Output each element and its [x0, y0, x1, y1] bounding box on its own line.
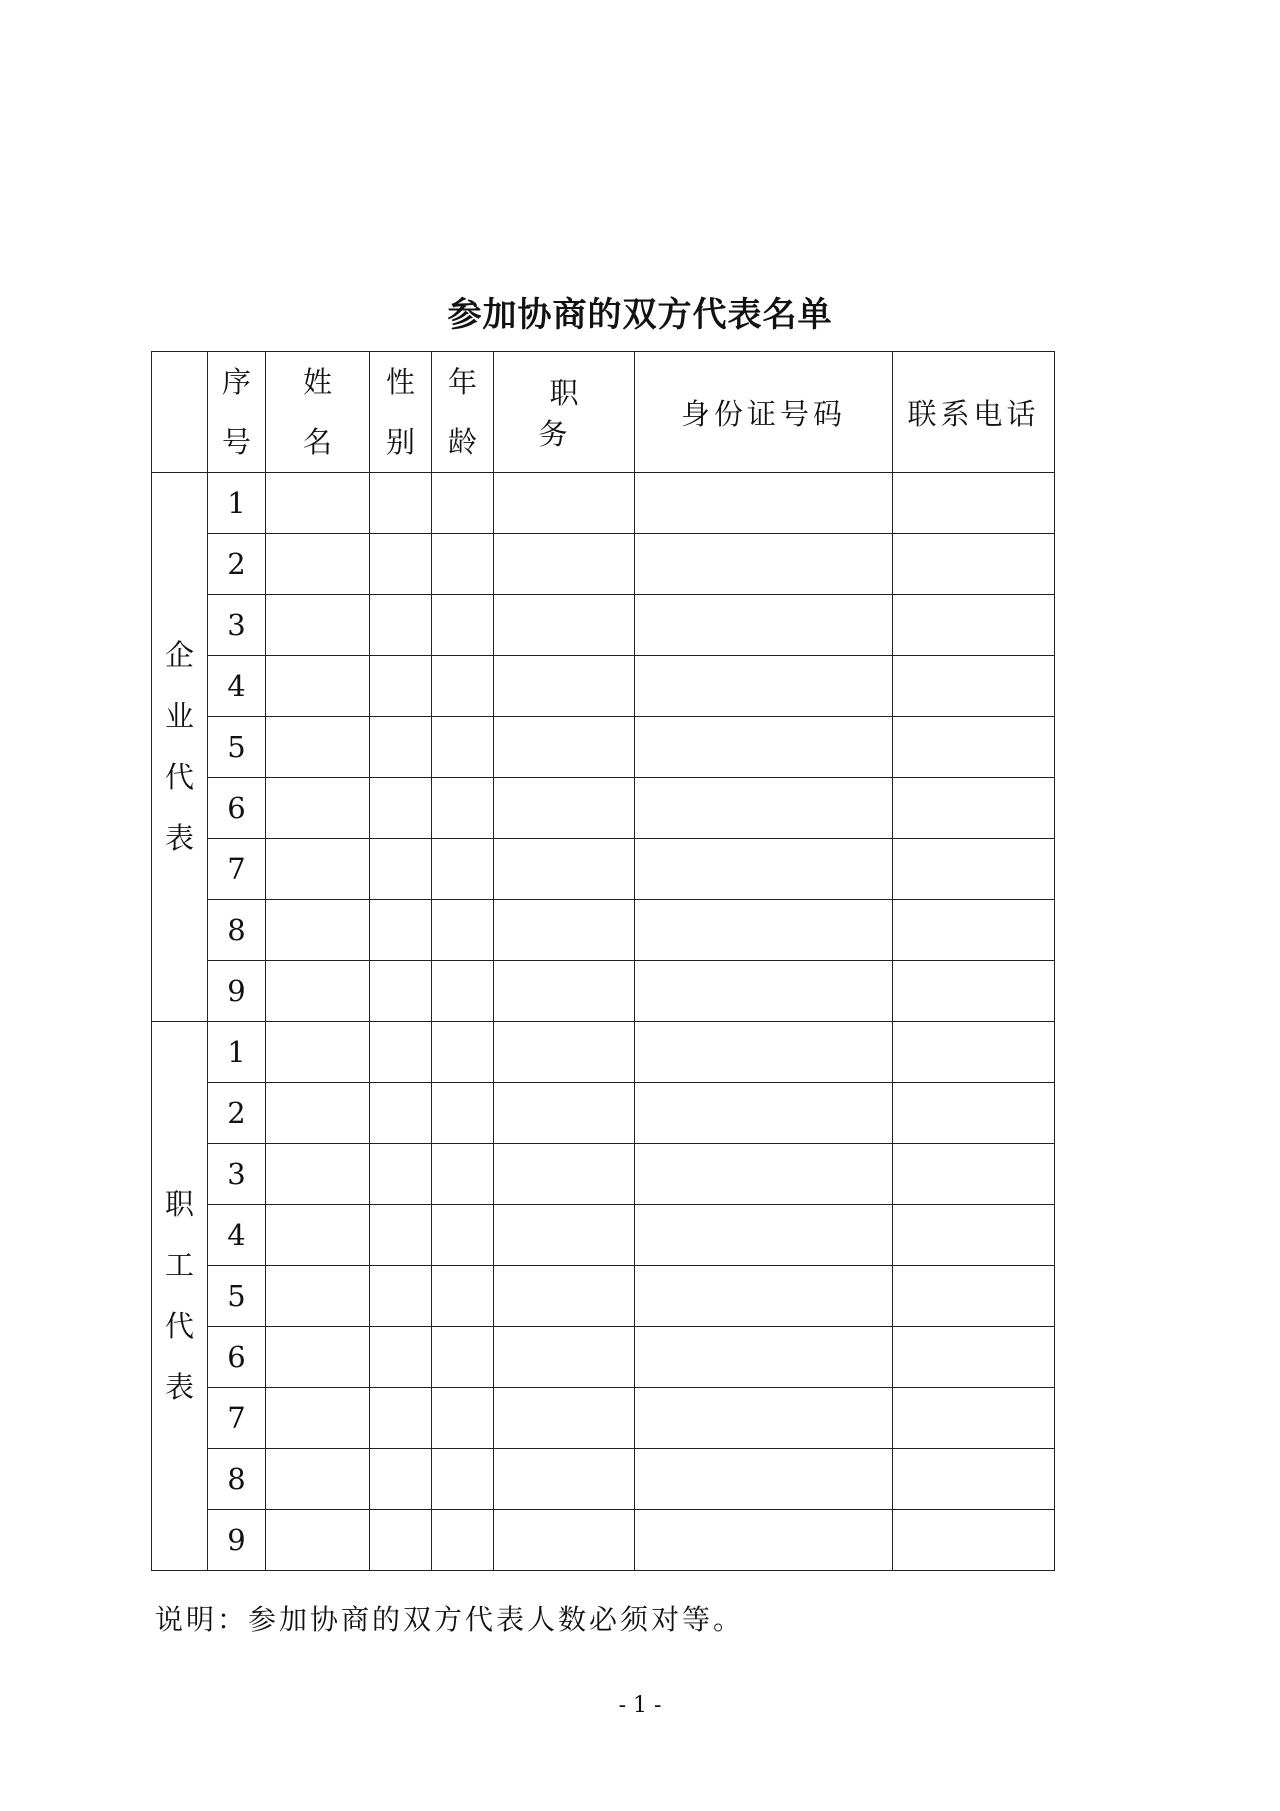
phone-cell[interactable] [893, 1205, 1055, 1266]
gender-cell[interactable] [370, 1266, 432, 1327]
age-cell[interactable] [432, 1266, 494, 1327]
gender-cell[interactable] [370, 1327, 432, 1388]
id-number-cell[interactable] [635, 1388, 893, 1449]
table-row [152, 1144, 1055, 1205]
header-position-cell [494, 352, 652, 473]
id-number-cell[interactable] [635, 1022, 893, 1083]
header-group-cell [152, 352, 208, 473]
seq-cell: 6 [208, 1327, 266, 1388]
seq-cell: 9 [208, 1510, 266, 1571]
gender-cell[interactable] [370, 534, 432, 595]
position-cell[interactable] [494, 1449, 635, 1510]
seq-cell: 8 [208, 900, 266, 961]
name-cell[interactable] [266, 1510, 370, 1571]
id-number-cell[interactable] [635, 900, 893, 961]
position-cell[interactable] [494, 656, 635, 717]
seq-cell: 5 [208, 717, 266, 778]
table-row [152, 717, 1055, 778]
id-number-cell[interactable] [635, 1449, 893, 1510]
name-cell[interactable] [266, 1388, 370, 1449]
seq-cell: 3 [208, 1144, 266, 1205]
id-number-cell[interactable] [635, 961, 893, 1022]
age-cell[interactable] [432, 656, 494, 717]
group-label-enterprise: 企 业 代 表 [164, 638, 194, 855]
gender-cell[interactable] [370, 595, 432, 656]
id-number-cell[interactable] [635, 1144, 893, 1205]
table-row [152, 473, 1055, 534]
table-row [152, 1388, 1055, 1449]
gender-cell[interactable] [370, 839, 432, 900]
name-cell[interactable] [266, 778, 370, 839]
age-cell[interactable] [432, 1083, 494, 1144]
phone-cell[interactable] [893, 1449, 1055, 1510]
header-id-number: 身份证号码 [680, 396, 846, 431]
name-cell[interactable] [266, 1327, 370, 1388]
id-number-cell[interactable] [635, 717, 893, 778]
page-title: 参加协商的双方代表名单 [447, 295, 833, 335]
position-cell[interactable] [494, 1266, 635, 1327]
header-name: 姓 名 [302, 365, 332, 459]
page-number: - 1 - [618, 1693, 662, 1718]
name-cell[interactable] [266, 595, 370, 656]
position-cell[interactable] [494, 1205, 635, 1266]
age-cell[interactable] [432, 473, 494, 534]
header-row [152, 352, 1055, 473]
age-cell[interactable] [432, 595, 494, 656]
name-cell[interactable] [266, 473, 370, 534]
name-cell[interactable] [266, 839, 370, 900]
header-name-cell [266, 352, 370, 473]
id-number-cell[interactable] [635, 595, 893, 656]
phone-cell[interactable] [893, 778, 1055, 839]
phone-cell[interactable] [893, 1510, 1055, 1571]
name-cell[interactable] [266, 1083, 370, 1144]
seq-cell: 1 [208, 473, 266, 534]
age-cell[interactable] [432, 1510, 494, 1571]
header-id-number-cell [635, 352, 893, 473]
position-cell[interactable] [494, 961, 635, 1022]
table-row [152, 778, 1055, 839]
id-number-cell[interactable] [635, 1327, 893, 1388]
position-cell[interactable] [494, 778, 635, 839]
table-row [152, 534, 1055, 595]
id-number-cell[interactable] [635, 839, 893, 900]
header-seq-cell [208, 352, 266, 473]
position-cell[interactable] [494, 473, 635, 534]
position-cell[interactable] [494, 1144, 635, 1205]
id-number-cell[interactable] [635, 656, 893, 717]
age-cell[interactable] [432, 1327, 494, 1388]
age-cell[interactable] [432, 534, 494, 595]
table-row [152, 1266, 1055, 1327]
age-cell[interactable] [432, 900, 494, 961]
header-age: 年 龄 [447, 365, 477, 459]
position-cell[interactable] [494, 1022, 635, 1083]
header-phone: 联系电话 [907, 396, 1040, 431]
group-label-employee: 职 工 代 表 [164, 1187, 194, 1404]
header-phone-cell [893, 352, 1055, 473]
name-cell[interactable] [266, 717, 370, 778]
table-row [152, 1449, 1055, 1510]
name-cell[interactable] [266, 1022, 370, 1083]
name-cell[interactable] [266, 656, 370, 717]
age-cell[interactable] [432, 1022, 494, 1083]
age-cell[interactable] [432, 778, 494, 839]
phone-cell[interactable] [893, 1266, 1055, 1327]
position-cell[interactable] [494, 1388, 635, 1449]
age-cell[interactable] [432, 1205, 494, 1266]
phone-cell[interactable] [893, 1144, 1055, 1205]
age-cell[interactable] [432, 961, 494, 1022]
table-row [152, 656, 1055, 717]
gender-cell[interactable] [370, 473, 432, 534]
phone-cell[interactable] [893, 473, 1055, 534]
position-cell[interactable] [494, 595, 635, 656]
gender-cell[interactable] [370, 1022, 432, 1083]
phone-cell[interactable] [893, 595, 1055, 656]
table-row [152, 961, 1055, 1022]
table-row [152, 1022, 1055, 1083]
name-cell[interactable] [266, 961, 370, 1022]
id-number-cell[interactable] [635, 1510, 893, 1571]
gender-cell[interactable] [370, 1510, 432, 1571]
position-cell[interactable] [494, 839, 635, 900]
seq-cell: 2 [208, 1083, 266, 1144]
phone-cell[interactable] [893, 961, 1055, 1022]
seq-cell: 5 [208, 1266, 266, 1327]
id-number-cell[interactable] [635, 1266, 893, 1327]
header-seq: 序 号 [221, 365, 251, 459]
age-cell[interactable] [432, 839, 494, 900]
group-cell-enterprise [152, 473, 208, 1022]
position-cell[interactable] [494, 1510, 635, 1571]
seq-cell: 7 [208, 1388, 266, 1449]
header-gender: 性 别 [385, 365, 415, 459]
phone-cell[interactable] [893, 717, 1055, 778]
id-number-cell[interactable] [635, 1083, 893, 1144]
gender-cell[interactable] [370, 1388, 432, 1449]
gender-cell[interactable] [370, 961, 432, 1022]
table-row [152, 595, 1055, 656]
seq-cell: 6 [208, 778, 266, 839]
table-body [152, 352, 1055, 1571]
id-number-cell[interactable] [635, 473, 893, 534]
gender-cell[interactable] [370, 1083, 432, 1144]
gender-cell[interactable] [370, 1205, 432, 1266]
header-position: 职 务 [538, 376, 652, 451]
position-cell[interactable] [494, 534, 635, 595]
seq-cell: 3 [208, 595, 266, 656]
name-cell[interactable] [266, 1266, 370, 1327]
age-cell[interactable] [432, 717, 494, 778]
name-cell[interactable] [266, 534, 370, 595]
id-number-cell[interactable] [635, 1205, 893, 1266]
seq-cell: 9 [208, 961, 266, 1022]
phone-cell[interactable] [893, 1083, 1055, 1144]
table-row [152, 1327, 1055, 1388]
age-cell[interactable] [432, 1388, 494, 1449]
seq-cell: 2 [208, 534, 266, 595]
position-cell[interactable] [494, 900, 635, 961]
phone-cell[interactable] [893, 534, 1055, 595]
position-cell[interactable] [494, 717, 635, 778]
seq-cell: 8 [208, 1449, 266, 1510]
representatives-table [151, 351, 1055, 1571]
name-cell[interactable] [266, 1205, 370, 1266]
seq-cell: 7 [208, 839, 266, 900]
position-cell[interactable] [494, 1327, 635, 1388]
gender-cell[interactable] [370, 778, 432, 839]
header-gender-cell [370, 352, 432, 473]
position-cell[interactable] [494, 1083, 635, 1144]
id-number-cell[interactable] [635, 534, 893, 595]
age-cell[interactable] [432, 1449, 494, 1510]
phone-cell[interactable] [893, 839, 1055, 900]
table-row [152, 1083, 1055, 1144]
footnote: 说明：参加协商的双方代表人数必须对等。 [155, 1603, 745, 1636]
phone-cell[interactable] [893, 1388, 1055, 1449]
name-cell[interactable] [266, 1449, 370, 1510]
gender-cell[interactable] [370, 717, 432, 778]
gender-cell[interactable] [370, 1449, 432, 1510]
seq-cell: 4 [208, 656, 266, 717]
name-cell[interactable] [266, 900, 370, 961]
name-cell[interactable] [266, 1144, 370, 1205]
seq-cell: 4 [208, 1205, 266, 1266]
age-cell[interactable] [432, 1144, 494, 1205]
header-age-cell [432, 352, 494, 473]
phone-cell[interactable] [893, 1327, 1055, 1388]
phone-cell[interactable] [893, 900, 1055, 961]
seq-cell: 1 [208, 1022, 266, 1083]
gender-cell[interactable] [370, 656, 432, 717]
gender-cell[interactable] [370, 900, 432, 961]
id-number-cell[interactable] [635, 778, 893, 839]
table-row [152, 1205, 1055, 1266]
table-row [152, 839, 1055, 900]
group-cell-employee [152, 1022, 208, 1571]
table-row [152, 900, 1055, 961]
phone-cell[interactable] [893, 656, 1055, 717]
gender-cell[interactable] [370, 1144, 432, 1205]
table-row [152, 1510, 1055, 1571]
phone-cell[interactable] [893, 1022, 1055, 1083]
